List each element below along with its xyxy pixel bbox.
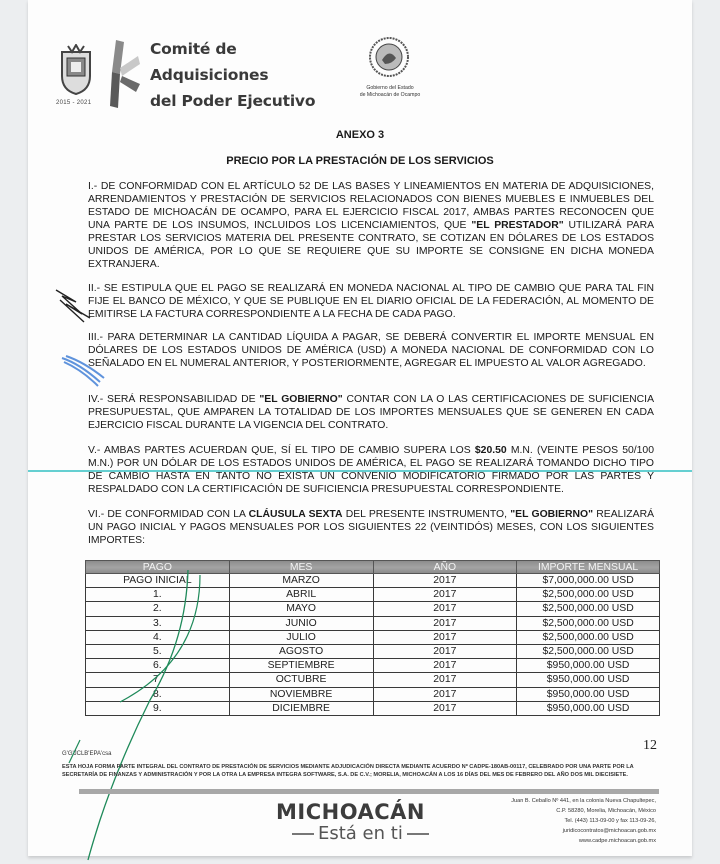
payment-number-cell: PAGO INICIAL <box>86 574 230 588</box>
payment-number-cell: 7. <box>86 673 230 687</box>
paragraph-text: III.- PARA DETERMINAR LA CANTIDAD LÍQUIDA A PAGAR, SE DEBERÁ CONVERTIR EL IMPORTE MENSUAL EN DÓLARES DE LOS ESTADOS UNIDOS DE AMÉRICA (USD) A MONEDA NACIONAL DE CONFORMIDAD CON LO SEÑALADO EN EL NUMERAL ANTERIOR, Y POSTERIORMENTE, AGREGAR EL IMPUESTO AL VALOR AGREGADO. <box>88 332 654 369</box>
tagline-dash <box>292 833 314 835</box>
year-cell: 2017 <box>373 644 517 658</box>
blue-pen-mark <box>62 356 104 386</box>
amount-cell: $2,500,000.00 USD <box>517 630 660 644</box>
month-cell: AGOSTO <box>229 644 373 658</box>
paragraph-text: UTILIZARÁ PARA PRESTAR LOS SERVICIOS MATERIA DEL PRESENTE CONTRATO, SE COTIZAN EN DÓLARES DE LOS ESTADOS UNIDOS DE AMÉRICA, POR LO QUE SE REQUIERE QUE SU IMPORTE SE CONSIGNE EN DICHA MONEDA EXTRANJERA. <box>88 220 655 270</box>
signature-initials-mark <box>56 290 90 322</box>
paragraph-text: M.N. (VEINTE PESOS 50/100 M.N.) POR UN DÓLAR DE LOS ESTADOS UNIDOS DE AMÉRICA, EL PAGO SE REALIZARÁ TOMANDO DICHO TIPO DE CAMBIO HASTA EN TANTO NO EXISTA UN CONVENIO MODIFICATORIO FIRMADO POR LAS PARTES Y RESPALDADO CON LA CERTIFICACIÓN DE SUFICIENCIA PRESUPUESTAL CORRESPONDIENTE. <box>88 445 654 495</box>
amount-cell: $950,000.00 USD <box>517 673 660 687</box>
paragraph-text: II.- SE ESTIPULA QUE EL PAGO SE REALIZARÁ EN MONEDA NACIONAL AL TIPO DE CAMBIO QUE PARA TAL FIN FIJE EL BANCO DE MÉXICO, Y QUE SE PUBLIQUE EN EL DIARIO OFICIAL DE LA FEDERACIÓN, AL MOMENTO DE EMITIRSE LA FACTURA CORRESPONDIENTE A LA FECHA DE CADA PAGO. <box>88 283 654 320</box>
committee-line: Comité de <box>150 40 237 58</box>
gov-caption-line: de Michoacán de Ocampo <box>359 92 421 98</box>
year-cell: 2017 <box>373 701 517 715</box>
contract-footnote: ESTA HOJA FORMA PARTE INTEGRAL DEL CONTRATO DE PRESTACIÓN DE SERVICIOS MEDIANTE ADJUDICACIÓN DIRECTA MEDIANTE ACUERDO Nº CADPE-180AB-00117, CELEBRADO POR UNA PARTE POR LA SECRETARÍA DE FINANZAS Y ADMINISTRACIÓN Y POR LA OTRA LA EMPRESA INTEGRA SOFTWARE, S.A. DE C.V.; MORELIA, MICHOACÁN A LOS 16 DÍAS DEL MES DE FEBRERO DEL AÑO DOS MIL DIECISIETE. <box>62 764 634 778</box>
month-cell: SEPTIEMBRE <box>229 659 373 673</box>
amount-cell: $7,000,000.00 USD <box>517 574 660 588</box>
amount-cell: $2,500,000.00 USD <box>517 588 660 602</box>
column-header-payment: PAGO <box>86 561 230 574</box>
section-title: PRECIO POR LA PRESTACIÓN DE LOS SERVICIOS <box>226 155 494 167</box>
month-cell: ABRIL <box>229 588 373 602</box>
committee-line: del Poder Ejecutivo <box>150 92 316 110</box>
month-cell: JUNIO <box>229 616 373 630</box>
month-cell: DICIEMBRE <box>229 701 373 715</box>
tagline-text: Está en ti <box>318 823 403 844</box>
year-cell: 2017 <box>373 602 517 616</box>
year-cell: 2017 <box>373 630 517 644</box>
month-cell: MAYO <box>229 602 373 616</box>
contact-address <box>470 796 656 846</box>
month-cell: OCTUBRE <box>229 673 373 687</box>
page-number: 12 <box>643 738 657 753</box>
address-email[interactable]: juridicocontratos@michoacan.gob.mx <box>562 828 656 834</box>
amount-cell: $950,000.00 USD <box>517 701 660 715</box>
year-cell: 2017 <box>373 588 517 602</box>
drafter-initials: G'G'JCLB'EPA'csa <box>62 751 112 757</box>
crest-years: 2015 - 2021 <box>56 100 92 106</box>
amount-cell: $2,500,000.00 USD <box>517 602 660 616</box>
gov-caption-line: Gobierno del Estado <box>366 85 414 91</box>
address-line: Juan B. Ceballo Nº 441, en la colonia Nueva Chapultepec, <box>511 798 656 804</box>
address-line: C.P. 58280, Morelia, Michoacán, México <box>556 808 656 814</box>
address-website[interactable]: www.cadpe.michoacan.gob.mx <box>578 838 656 844</box>
paragraph-text: VI.- DE CONFORMIDAD CON LA <box>88 509 249 520</box>
green-signature-stroke <box>88 570 188 860</box>
year-cell: 2017 <box>373 687 517 701</box>
month-cell: JULIO <box>229 630 373 644</box>
paragraph-text: IV.- SERÁ RESPONSABILIDAD DE <box>88 394 260 405</box>
brand-tagline <box>288 823 433 844</box>
paragraph-text: V.- AMBAS PARTES ACUERDAN QUE, SÍ EL TIPO DE CAMBIO SUPERA LOS <box>88 445 475 456</box>
paragraph-text: CONTAR CON LA O LAS CERTIFICACIONES DE SUFICIENCIA PRESUPUESTAL, QUE AMPAREN LA TOTALIDAD DE LOS IMPORTES MENSUALES QUE SE GENEREN EN CADA EJERCICIO FISCAL DURANTE LA VIGENCIA DEL CONTRATO. <box>88 394 654 431</box>
amount-cell: $950,000.00 USD <box>517 659 660 673</box>
clause-reference: CLÁUSULA SEXTA <box>248 509 343 520</box>
payment-number-cell: 6. <box>86 659 230 673</box>
month-cell: NOVIEMBRE <box>229 687 373 701</box>
exchange-rate: $20.50 <box>474 445 507 456</box>
payment-number-cell: 3. <box>86 616 230 630</box>
paragraph-text: I.- DE CONFORMIDAD CON EL ARTÍCULO 52 DE LAS BASES Y LINEAMIENTOS EN MATERIA DE ADQUISICIONES, ARRENDAMIENTOS Y PRESTACIÓN DE SERVICIOS RELACIONADOS CON BIENES MUEBLES E INMUEBLES DEL ESTADO DE MICHOACÁN DE OCAMPO, PARA EL EJERCICIO FISCAL 2017, AMBAS PARTES RECONOCEN QUE UNA PARTE DE LOS INSUMOS, INCLUIDOS LOS LICENCIAMIENTOS, QUE <box>88 181 654 231</box>
year-cell: 2017 <box>373 673 517 687</box>
column-header-amount: IMPORTE MENSUAL <box>517 561 660 574</box>
year-cell: 2017 <box>373 616 517 630</box>
amount-cell: $2,500,000.00 USD <box>517 616 660 630</box>
payment-number-cell: 4. <box>86 630 230 644</box>
amount-cell: $950,000.00 USD <box>517 687 660 701</box>
column-header-month: MES <box>229 561 373 574</box>
year-cell: 2017 <box>373 659 517 673</box>
payment-number-cell: 9. <box>86 701 230 715</box>
michoacan-brand: MICHOACÁN <box>276 800 425 824</box>
footer-divider <box>79 789 659 794</box>
payment-number-cell: 5. <box>86 644 230 658</box>
party-name: "EL PRESTADOR" <box>471 220 564 231</box>
month-cell: MARZO <box>229 574 373 588</box>
payment-number-cell: 8. <box>86 687 230 701</box>
annex-title: ANEXO 3 <box>335 129 385 141</box>
year-cell: 2017 <box>373 574 517 588</box>
party-name: "EL GOBIERNO" <box>259 394 343 405</box>
party-name: "EL GOBIERNO" <box>510 509 594 520</box>
tagline-dash <box>407 833 429 835</box>
address-line: Tel. (443) 113-09-00 y fax 113-09-26, <box>564 818 656 824</box>
paragraph-text: DEL PRESENTE INSTRUMENTO, <box>342 509 511 520</box>
paragraph-text: REALIZARÁ UN PAGO INICIAL Y PAGOS MENSUALES POR LOS SIGUIENTES 22 (VEINTIDÓS) MESES, CON LOS SIGUIENTES IMPORTES: <box>88 509 655 546</box>
payment-number-cell: 2. <box>86 602 230 616</box>
payment-number-cell: 1. <box>86 588 230 602</box>
amount-cell: $2,500,000.00 USD <box>517 644 660 658</box>
committee-line: Adquisiciones <box>150 66 269 84</box>
column-header-year: AÑO <box>373 561 517 574</box>
